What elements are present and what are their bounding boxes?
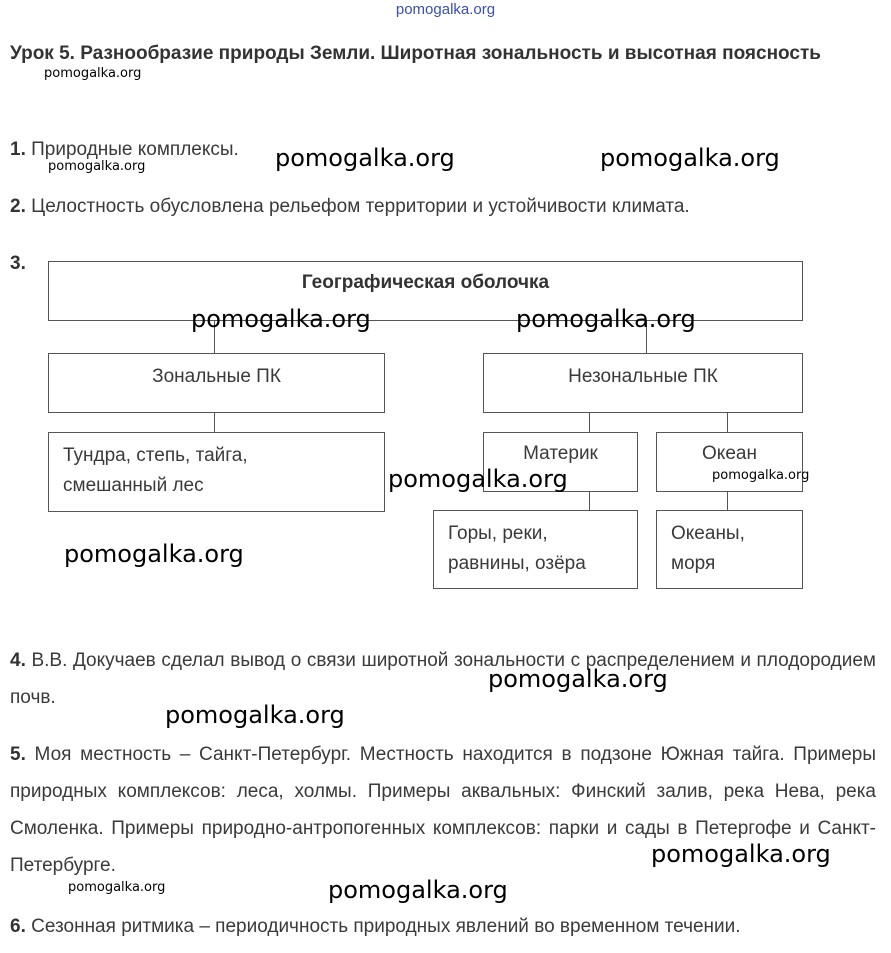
azonal-label: Незональные ПК	[568, 366, 718, 387]
answer-text: Целостность обусловлена рельефом территории и устойчивости климата.	[25, 196, 690, 217]
watermark: pomogalka.org	[191, 305, 371, 333]
zonal-label: Зональные ПК	[152, 366, 281, 387]
answer-6	[10, 908, 876, 945]
answer-2	[10, 188, 876, 225]
lesson-heading: Урок 5. Разнообразие природы Земли. Широтная зональность и высотная поясность	[10, 43, 821, 64]
mainland-examples-box	[433, 510, 638, 589]
watermark: pomogalka.org	[712, 468, 810, 483]
azonal-box	[483, 353, 803, 413]
watermark: pomogalka.org	[165, 701, 345, 729]
answer-number: 3.	[10, 253, 26, 274]
mainland-label: Материк	[523, 443, 598, 464]
answer-text: Моя местность – Санкт-Петербург. Местность находится в подзоне Южная тайга. Примеры природных комплексов: леса, холмы. Примеры аквальных: Финский залив, река Нева, река Смоленка. Примеры природно-антропогенных комплексов: парки и сады в Петергофе и Санкт-Петербурге.	[10, 744, 876, 876]
root-label: Географическая оболочка	[301, 272, 550, 293]
watermark: pomogalka.org	[516, 305, 696, 333]
answer-text: В.В. Докучаев сделал вывод о связи широтной зональности с распределением и плодородием почв.	[10, 650, 876, 708]
ocean-examples-line: Океаны,	[671, 523, 745, 544]
answer-text: Природные комплексы.	[25, 139, 239, 160]
mainland-examples-line: Горы, реки,	[448, 523, 548, 544]
watermark: pomogalka.org	[488, 665, 668, 693]
answer-number: 4.	[10, 650, 26, 671]
connector-line	[589, 491, 590, 511]
watermark: pomogalka.org	[275, 144, 455, 172]
zonal-examples-box	[48, 432, 385, 512]
watermark: pomogalka.org	[328, 876, 508, 904]
connector-line	[589, 412, 590, 433]
watermark: pomogalka.org	[64, 540, 244, 568]
watermark: pomogalka.org	[44, 66, 142, 81]
answer-4	[10, 642, 876, 716]
ocean-examples-box	[656, 510, 803, 589]
answer-number: 5.	[10, 744, 26, 765]
ocean-label: Океан	[702, 443, 757, 464]
zonal-box	[48, 353, 385, 413]
site-header-watermark: pomogalka.org	[395, 1, 496, 18]
mainland-examples-line: равнины, озёра	[448, 553, 586, 574]
watermark: pomogalka.org	[68, 880, 166, 895]
answer-number: 2.	[10, 196, 26, 217]
watermark: pomogalka.org	[48, 159, 146, 174]
answer-number: 1.	[10, 139, 26, 160]
watermark: pomogalka.org	[600, 144, 780, 172]
answer-number: 6.	[10, 916, 26, 937]
connector-line	[214, 412, 215, 433]
watermark: pomogalka.org	[388, 465, 568, 493]
zonal-examples-line: смешанный лес	[63, 475, 204, 496]
connector-line	[727, 491, 728, 511]
ocean-box	[656, 432, 803, 492]
answer-text: Сезонная ритмика – периодичность природных явлений во временном течении.	[25, 916, 741, 937]
connector-line	[727, 412, 728, 433]
watermark: pomogalka.org	[651, 840, 831, 868]
ocean-examples-line: моря	[671, 553, 716, 574]
zonal-examples-line: Тундра, степь, тайга,	[63, 445, 248, 466]
